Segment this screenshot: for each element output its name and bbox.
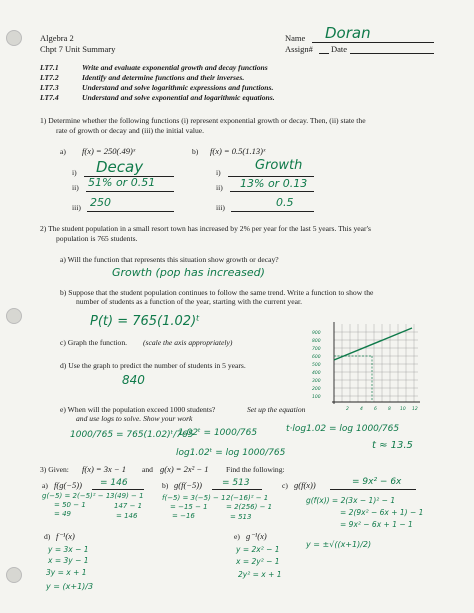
q2e-answer[interactable]: t ≈ 13.5: [372, 440, 413, 451]
q2e-work-2[interactable]: 1.02ᵗ = 1000/765: [178, 428, 258, 438]
q1b-function: f(x) = 0.5(1.13)ˣ: [210, 146, 266, 156]
q2e-work-1[interactable]: 1000/765 = 765(1.02)ᵗ/765: [70, 430, 194, 440]
q2b-prompt-cont: number of students as a function of the year, starting with the current year.: [76, 297, 302, 306]
y-tick-label: 200: [312, 387, 321, 392]
name-value[interactable]: Doran: [325, 24, 371, 42]
q3e-work[interactable]: y = 2x² − 1: [236, 545, 280, 554]
q3b-work[interactable]: = 2(256) − 1: [226, 503, 273, 511]
graph-grid: [334, 324, 418, 402]
target-text: Identify and determine functions and their inverses.: [82, 73, 245, 82]
target-text: Understand and solve exponential and logarithmic equations.: [82, 93, 275, 102]
q2c-prompt: c) Graph the function.: [60, 338, 128, 347]
y-tick-label: 900: [312, 331, 321, 336]
y-tick-label: 400: [312, 371, 321, 376]
q3c-expression: g(f(x)): [294, 480, 316, 490]
q1b-answer-ii[interactable]: 13% or 0.13: [240, 177, 308, 190]
q1a-answer-iii[interactable]: 250: [90, 196, 111, 209]
q3b-work[interactable]: = −15 − 1: [170, 503, 208, 511]
q1a-roman-i: i): [72, 168, 77, 177]
q3a-work[interactable]: 3(49) − 1: [110, 492, 144, 500]
q2e-work-4[interactable]: t·log1.02 = log 1000/765: [286, 424, 400, 434]
q1a-answer-ii[interactable]: 51% or 0.51: [88, 176, 156, 189]
q3e-work[interactable]: 2y² = x + 1: [238, 570, 282, 579]
q1b-roman-ii: ii): [216, 183, 223, 192]
q3a-expression: f(g(−5)): [54, 480, 82, 490]
q2a-answer[interactable]: Growth (pop has increased): [112, 266, 265, 279]
q2-prompt: 2) The student population in a small resort town has increased by 2% per year for the last 5 years. This year's: [40, 224, 371, 233]
q3-find: Find the following:: [226, 465, 285, 474]
target-code: LT7.4: [40, 93, 59, 102]
q3e-answer[interactable]: y = ±√((x+1)/2): [306, 540, 372, 549]
q2d-prompt: d) Use the graph to predict the number of students in 5 years.: [60, 361, 246, 370]
q3a-label: a): [42, 481, 48, 490]
q3c-work[interactable]: = 2(9x² − 6x + 1) − 1: [340, 508, 424, 517]
population-graph: [306, 318, 424, 412]
q3d-label: d): [44, 532, 51, 541]
q3b-work[interactable]: 2(−16)² − 1: [226, 494, 269, 502]
q1-prompt-cont: rate of growth or decay and (iii) the initial value.: [56, 126, 205, 135]
y-tick-label: 700: [312, 347, 321, 352]
q2e-work-3[interactable]: log1.02ᵗ = log 1000/765: [176, 448, 286, 458]
q3d-work[interactable]: x = 3y − 1: [48, 556, 89, 565]
unit-title: Chpt 7 Unit Summary: [40, 44, 116, 54]
q1a-label: a): [60, 147, 66, 156]
q3b-work[interactable]: = 513: [230, 513, 252, 521]
q3e-label: e): [234, 532, 240, 541]
target-code: LT7.3: [40, 83, 59, 92]
q3a-answer[interactable]: = 146: [100, 478, 128, 488]
y-tick-label: 600: [312, 355, 321, 360]
q1b-roman-iii: iii): [216, 203, 225, 212]
q3b-work[interactable]: = −16: [172, 512, 195, 520]
q3a-work[interactable]: = 49: [54, 510, 71, 518]
q2b-answer[interactable]: P(t) = 765(1.02)ᵗ: [90, 314, 200, 329]
q3d-expression: f⁻¹(x): [56, 531, 75, 541]
q3e-work[interactable]: x = 2y² − 1: [236, 557, 280, 566]
name-label: Name: [285, 33, 306, 43]
target-text: Understand and solve logarithmic expressions and functions.: [82, 83, 274, 92]
q1b-answer-i[interactable]: Growth: [255, 158, 303, 173]
q3d-work[interactable]: y = 3x − 1: [48, 545, 89, 554]
y-tick-label: 300: [312, 379, 321, 384]
q1a-answer-i[interactable]: Decay: [96, 158, 144, 176]
q3e-expression: g⁻¹(x): [246, 531, 267, 541]
q3b-answer[interactable]: = 513: [222, 478, 250, 488]
target-text: Write and evaluate exponential growth and decay functions: [82, 63, 268, 72]
course-title: Algebra 2: [40, 33, 74, 43]
q3c-answer[interactable]: = 9x² − 6x: [352, 477, 402, 487]
x-tick-label: 10: [400, 407, 406, 412]
y-tick-label: 500: [312, 363, 321, 368]
q1a-roman-ii: ii): [72, 183, 79, 192]
punch-hole-middle: [6, 308, 22, 324]
q2a-prompt: a) Will the function that represents this situation show growth or decay?: [60, 255, 279, 264]
q2e-prompt: e) When will the population exceed 1000 students?: [60, 405, 216, 414]
x-tick-labels: [346, 406, 418, 412]
date-label: Date: [331, 44, 348, 54]
q2e-hint-cont: and use logs to solve. Show your work: [76, 414, 193, 423]
q3b-expression: g(f(−5)): [174, 480, 202, 490]
q3a-work[interactable]: g(−5) = 2(−5)² − 1: [42, 492, 111, 500]
x-tick-label: 8: [388, 407, 391, 412]
q3-and: and: [142, 465, 153, 474]
q1b-answer-iii[interactable]: 0.5: [276, 196, 294, 209]
q3-g-definition: g(x) = 2x² − 1: [160, 464, 209, 474]
q3a-work[interactable]: 147 − 1: [114, 502, 143, 510]
x-tick-label: 4: [360, 407, 363, 412]
x-tick-label: 2: [346, 407, 349, 412]
q3c-work[interactable]: = 9x² − 6x + 1 − 1: [340, 520, 413, 529]
q3c-label: c): [282, 481, 288, 490]
q3b-work[interactable]: f(−5) = 3(−5) − 1: [162, 494, 226, 502]
q2b-prompt: b) Suppose that the student population continues to follow the same trend. Write a function to show the: [60, 288, 374, 297]
q3d-work[interactable]: 3y = x + 1: [46, 568, 87, 577]
target-code: LT7.2: [40, 73, 59, 82]
q1a-function: f(x) = 250(.49)ˣ: [82, 146, 136, 156]
assign-label: Assign#: [285, 44, 313, 54]
q2e-hint: Set up the equation: [247, 405, 306, 414]
y-tick-label: 800: [312, 339, 321, 344]
x-tick-label: 6: [374, 407, 377, 412]
punch-hole-top: [6, 30, 22, 46]
q3a-work[interactable]: = 50 − 1: [54, 501, 86, 509]
growth-curve: [334, 328, 412, 360]
q2-prompt-cont: population is 765 students.: [56, 234, 138, 243]
q1b-roman-i: i): [216, 168, 221, 177]
q3-f-definition: f(x) = 3x − 1: [82, 464, 127, 474]
q1a-roman-iii: iii): [72, 203, 81, 212]
q3b-label: b): [162, 481, 169, 490]
q3d-answer[interactable]: y = (x+1)/3: [46, 582, 94, 591]
x-tick-label: 12: [412, 407, 418, 412]
q3a-work[interactable]: = 146: [116, 512, 138, 520]
q1b-label: b): [192, 147, 199, 156]
q3c-work[interactable]: g(f(x)) = 2(3x − 1)² − 1: [306, 496, 396, 505]
q2c-hint: (scale the axis appropriately): [143, 338, 233, 347]
target-code: LT7.1: [40, 63, 59, 72]
q3-prompt: 3) Given:: [40, 465, 69, 474]
q1-prompt: 1) Determine whether the following functions (i) represent exponential growth or decay. Then, (ii) state the: [40, 116, 366, 125]
q2d-answer[interactable]: 840: [122, 373, 145, 387]
y-tick-label: 100: [312, 395, 321, 400]
y-tick-labels: [312, 330, 321, 400]
punch-hole-bottom: [6, 567, 22, 583]
